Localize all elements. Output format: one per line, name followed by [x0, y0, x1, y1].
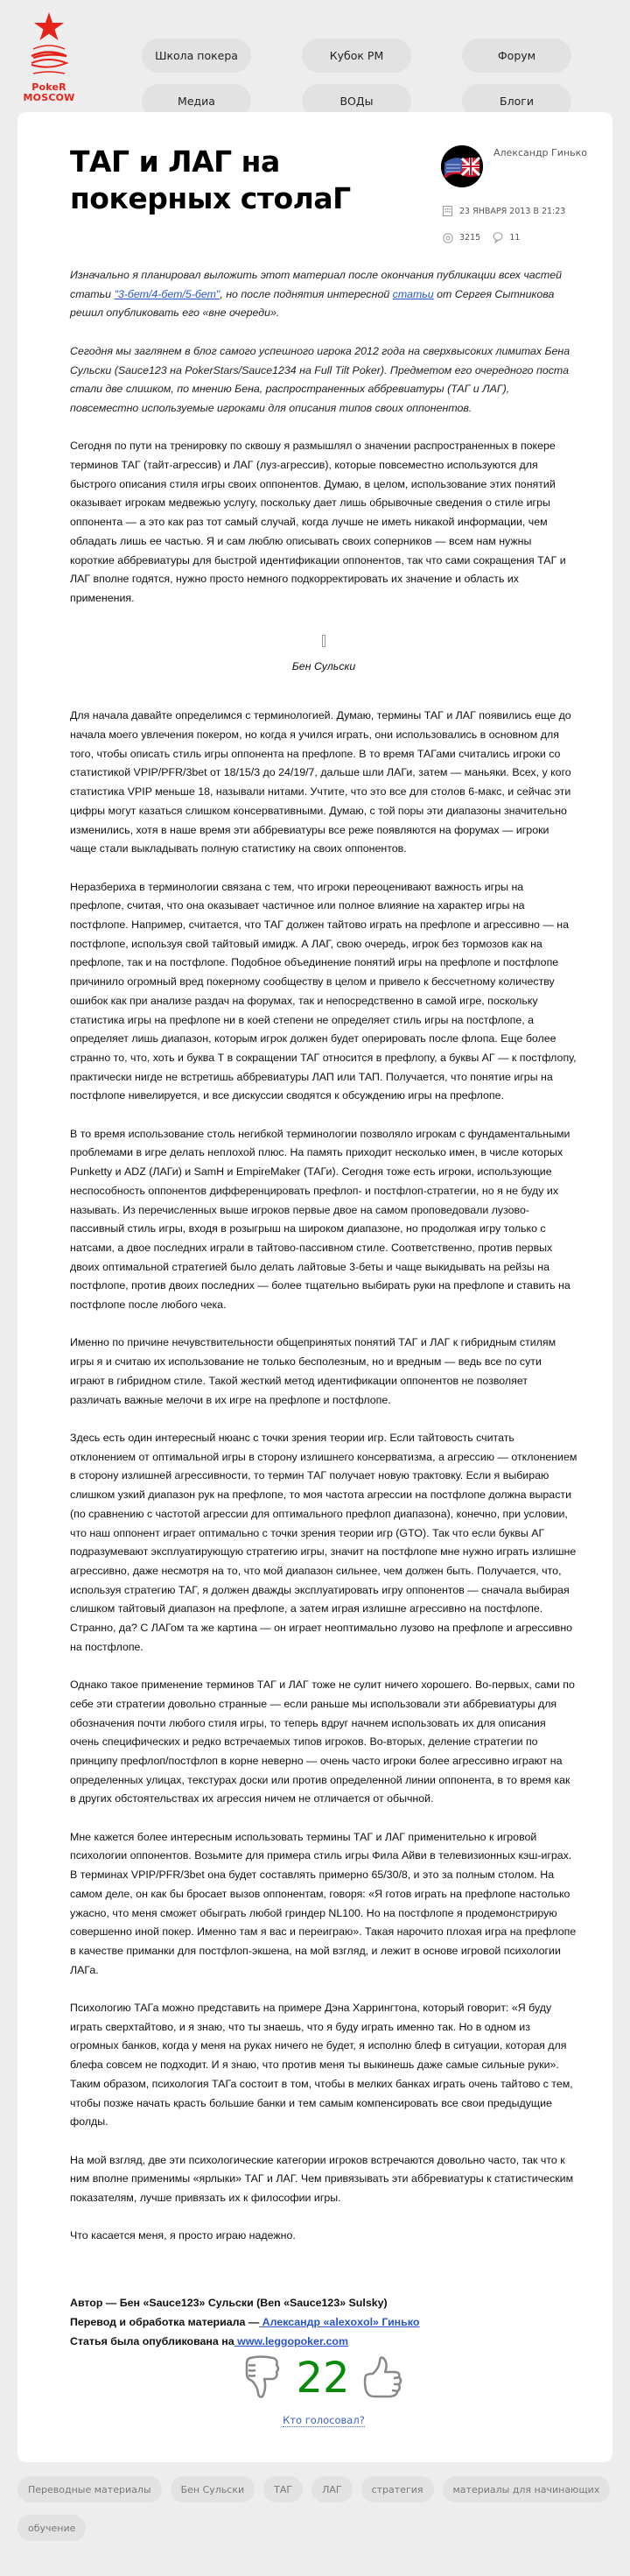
thumbs-up-icon[interactable]	[360, 2354, 404, 2402]
publish-date	[443, 206, 565, 216]
intro-text: от Сергея Сытникова решил опубликовать его «вне очереди».	[70, 287, 555, 320]
flag-avatar-icon	[441, 145, 483, 187]
site-header	[0, 0, 630, 112]
article-title: ТАГ и ЛАГ на покерных столаГ	[70, 144, 351, 215]
credit-source	[70, 2332, 578, 2351]
nav-forum[interactable]: Форум	[462, 39, 571, 73]
author-avatar[interactable]	[441, 145, 483, 187]
article-paragraph: Однако такое применение терминов ТАГ и ЛАГ тоже не сулит ничего хорошего. Во-первых, сами по себе эти стратегии довольно странные — если раньше мы использовали эти аббревиатуры для обозначения почти любого стиля игры, то теперь вдруг начнем использовать их для описания очень специфических и редко встречаемых типов игроков. Во-вторых, деление стратегии по принципу префлоп/постфлоп в корне неверно — очень часто игроки более агрессивно играют на определенных улицах, текстурах доски или против определенной линии оппонента, в то время как в других обстоятельствах их агрессия ничем не отличается от обычной.	[70, 1679, 575, 1805]
credit-translation	[70, 2312, 578, 2332]
article-card	[18, 112, 612, 2462]
calendar-icon	[443, 206, 452, 216]
credit-source-label: Статья была опубликована на	[70, 2335, 234, 2348]
quote-signature	[70, 635, 578, 677]
thumbs-down-icon[interactable]	[243, 2354, 285, 2402]
credit-translation-label: Перевод и обработка материала —	[70, 2316, 260, 2329]
eye-icon	[443, 233, 453, 243]
article-meta	[441, 145, 607, 259]
article-stats	[443, 232, 532, 243]
comments-stat[interactable]	[493, 232, 520, 243]
date-text: 23 ЯНВАРЯ 2013 В 21:23	[459, 206, 566, 216]
tag[interactable]: ТАГ	[263, 2476, 303, 2502]
vote-count: 22	[296, 2354, 350, 2404]
tag[interactable]: ЛАГ	[312, 2476, 353, 2502]
tag[interactable]: Бен Сульски	[171, 2476, 256, 2502]
article-paragraph: Сегодня по пути на тренировку по сквошу я размышлял о значении распространенных в покере терминов ТАГ (тайт-агрессив) и ЛАГ (луз-агрессив), которые повсеместно используются для быстрого описания стиля игры своих оппонентов. Думаю, в целом, использование этих понятий оказывает игрокам медвежью услугу, поскольку дает лишь обрывочные сведения о стиле игры оппонента — а это как раз тот самый случай, когда лучше не иметь никакой информации, чем обладать лишь ее частью. Я и сам люблю описывать своих соперников — всем нам нужны короткие аббревиатуры для быстрой идентификации оппонентов, так что сами сокращения ТАГ и ЛАГ вполне годятся, нужно просто немного подкорректировать их значение и область их применения.	[70, 440, 566, 604]
vote-row	[243, 2354, 403, 2402]
nav-pm-cup[interactable]: Кубок РМ	[302, 39, 411, 73]
link-3bet-article[interactable]: "3-бет/4-бет/5-бет"	[114, 287, 220, 300]
article-tags	[18, 2476, 612, 2541]
comments-count: 11	[509, 233, 521, 243]
intro-paragraph-1	[70, 266, 578, 323]
tag[interactable]: Переводные материалы	[18, 2476, 162, 2502]
comment-icon	[493, 232, 503, 243]
poker-moscow-logo[interactable]	[21, 7, 77, 105]
source-link[interactable]: www.leggopoker.com	[234, 2335, 348, 2348]
nav-blogs[interactable]: Блоги	[462, 84, 571, 118]
credit-author: Автор — Бен «Sauce123» Сульски (Ben «Sauce123» Sulsky)	[70, 2297, 388, 2310]
logo-text-line2: MOSCOW	[23, 92, 75, 103]
tag[interactable]: материалы для начинающих	[443, 2476, 611, 2502]
intro-text: Изначально я планировал выложить этот материал после окончания публикации всех частей статьи	[70, 269, 562, 300]
article-body	[70, 266, 578, 2351]
nav-media[interactable]: Медиа	[142, 84, 251, 118]
author-name[interactable]: Александр Гинько	[494, 147, 587, 158]
article-paragraph: Что касается меня, я просто играю надежно.	[70, 2229, 296, 2242]
nav-poker-school[interactable]: Школа покера	[142, 39, 251, 73]
logo-text	[21, 82, 77, 103]
logo-text-line1: PokeR	[32, 81, 66, 93]
article-paragraph: Психологию ТАГа можно представить на примере Дэна Харрингтона, который говорит: «Я буду играть сверхтайтово, и я знаю, что ты знаешь, что я буду играть именно так. Но в одном из огромных банков, когда у меня на руках ничего не будет, я исполню блеф в ситуации, которая для блефа совсем не подходит. И я знаю, что против меня ты выкинешь даже самые сильные руки». Таким образом, психология ТАГа состоит в том, чтобы в мелких банках играть очень тайтово с тем, чтобы позже начать красть большие банки и тем самым компенсировать все свои предыдущие фолды.	[70, 2002, 573, 2129]
tag[interactable]: стратегия	[361, 2476, 434, 2502]
article-paragraph: В то время использование столь негибкой терминологии позволяло игрокам с фундаментальными проблемами в игре делать неплохой плюс. На память приходит несколько имен, в числе которых Punketty и ADZ (ЛАГи) и SamH и EmpireMaker (ТАГи). Сегодня тоже есть игроки, использующие неспособность оппонентов дифференцировать префлоп- и постфлоп-стратегии, но я не буду их называть. Из перечисленных выше игроков первые двое на самом проповедовали лузово-пассивный стиль игры, входя в розыгрыш на широком диапазоне, но продолжая игру только с натсами, а двое последних играли в тайтово-пассивном стиле. Соответственно, против первых двоих оптимальной стратегией было делать лайтовые 3-беты и чаще выкидывать на рейзы на постфлопе, против двоих последних — более тщательно выбирать руки на префлопе и ставить на постфлопе после любого чека.	[70, 1127, 570, 1312]
article-paragraph: Неразбериха в терминологии связана с тем, что игроки переоценивают важность игры на префлопе, считая, что она оказывает частичное или полное влияние на характер игры на постфлопе. Например, считается, что ТАГ должен тайтово играть на префлопе и агрессивно — на постфлопе, используя свой тайтовый имидж. А ЛАГ, свою очередь, игрок без тормозов как на префлопе, так и на постфлопе. Подобное объединение понятий игры на префлопе и постфлопе причинило огромный вред покерному сообществу в целом и привело к бессчетному количеству ошибок как при анализе раздач на форумах, так и непосредственно в самой игре, поскольку статистика игры на префлопе ни в коей степени не определяет стиль игры на постфлопе, а определяет лишь диапазон, которым игрок должен будет оперировать после флопа. Еще более странно то, что, хоть и буква Т в сокращении ТАГ относится в префлопу, а буквы АГ — к постфлопу, практически нигде не встретишь аббревиатуры ЛАП или ТАП. Получается, что понятие игры на постфлопе нивелируется, и все дискуссии сводятся к обсуждению игры на префлопе.	[70, 880, 577, 1102]
article-paragraph: Здесь есть один интересный нюанс с точки зрения теории игр. Если тайтовость считать отклонением от оптимальной игры в сторону излишнего консерватизма, а агрессию — отклонением в сторону излишней агрессивности, то термин ТАГ получает новую трактовку. Если я выбираю слишком узкий диапазон рук на префлопе, то моя частота агрессии на постфлопе должна вырасти (по сравнению с частотой агрессии для оптимального префлоп диапазона), конечно, при условии, что наш оппонент играет оптимально с точки зрения теории игр (GTO). Так что если буквы АГ подразумевают эксплуатирующую стратегию игры, значит на постфлопе мне нужно играть излишне агрессивно, даже несмотря на то, что мой диапазон сильнее, чем должен быть. Получается, что, используя стратегию ТАГ, я должен дважды эксплуатировать игру оппонентов — сначала выбирая слишком тайтовый диапазон на префлопе, а затем играя излишне агрессивно на постфлопе. Странно, да? С ЛАГом та же картина — он играет неоптимально лузово на префлопе и агрессивно на постфлопе.	[70, 1431, 578, 1653]
intro-paragraph-2: Сегодня мы заглянем в блог самого успешного игрока 2012 года на сверхвысоких лимитах Бена Сульски (Sauce123 на PokerStars/Sauce1234 на Full Tilt Poker). Предметом его очередного поста стали две слишком, по мнению Бена, распространенных аббревиатуры (ТАГ и ЛАГ), повсеместно используемые игроками для описания типов своих оппонентов.	[70, 344, 570, 414]
tag[interactable]: обучение	[18, 2515, 86, 2541]
views-stat	[443, 233, 480, 243]
article-header	[70, 144, 587, 266]
link-sytnikov-article[interactable]: статьи	[392, 287, 434, 300]
who-voted-link[interactable]: Кто голосовал?	[283, 2414, 365, 2427]
views-count: 3215	[459, 233, 481, 243]
article-paragraph: На мой взгляд, две эти психологические категории игроков встречаются довольно часто, так что к ним вполне применимы «ярлыки» ТАГ и ЛАГ. Чем привязывать эти аббревиатуры к статистическим показателям, лучше привязать их к философии игры.	[70, 2153, 574, 2205]
main-nav	[142, 39, 571, 118]
article-paragraph: Для начала давайте определимся с терминологией. Думаю, термины ТАГ и ЛАГ появились еще до начала моего увлечения покером, но когда я учился играть, они использовались в основном для того, чтобы описать стиль игры оппонента на префлопе. В то время ТАГами считались игроки со статистикой VPIP/PFR/3bet от 18/15/3 до 24/19/7, дальше шли ЛАГи, затем — маньяки. Всех, у кого статистика VPIP меньше 18, называли нитами. Учтите, что это все для столов 6-макс, и сейчас эти цифры могут казаться слишком консервативными. Думаю, с той поры эти диапазоны значительно изменились, хотя в наше время эти аббревиатуры все реже появляются на форумах — игроки чаще стали выкладывать полную статистику на своих оппонентов.	[70, 709, 571, 855]
intro-text: , но после поднятия интересной	[220, 287, 393, 300]
article-credits	[70, 2293, 578, 2351]
quote-signature-text: Бен Сульски	[291, 659, 356, 672]
logo-star-spiral-icon	[21, 7, 77, 82]
article-paragraph: Именно по причине нечувствительности общепринятых понятий ТАГ и ЛАГ к гибридным стилям игры я и считаю их использование не только бесполезным, но и вредным — ведь все по сути играют в гибридном стиле. Такой жесткий метод идентификации оппонентов не позволяет различать важные мелочи в их игре на префлопе и постфлопе.	[70, 1336, 556, 1406]
article-paragraph: Мне кажется более интересным использовать термины ТАГ и ЛАГ применительно к игровой психологии оппонентов. Возьмите для примера стиль игры Фила Айви в телевизионных кэш-играх. В терминах VPIP/PFR/3bet она будет составлять примерно 65/30/8, и это за полным столом. На самом деле, он как бы бросает вызов оппонентам, говоря: «Я готов играть на префлопе настолько ужасно, что меня сможет обыграть любой гриндер NL100. Но на постфлопе я продемонстрирую совершенно иной покер. Именно там я вас и переиграю». Такая нарочито плохая игра на префлопе в качестве приманки для постфлоп-экшена, на мой взгляд, и лежит в основе игровой психологии ЛАГа.	[70, 1830, 577, 1976]
translator-link[interactable]: Александр «alexoxol» Гинько	[259, 2316, 420, 2329]
broken-image-icon	[322, 635, 326, 647]
vote-widget	[70, 2354, 578, 2427]
nav-vods[interactable]: ВОДы	[302, 84, 411, 118]
